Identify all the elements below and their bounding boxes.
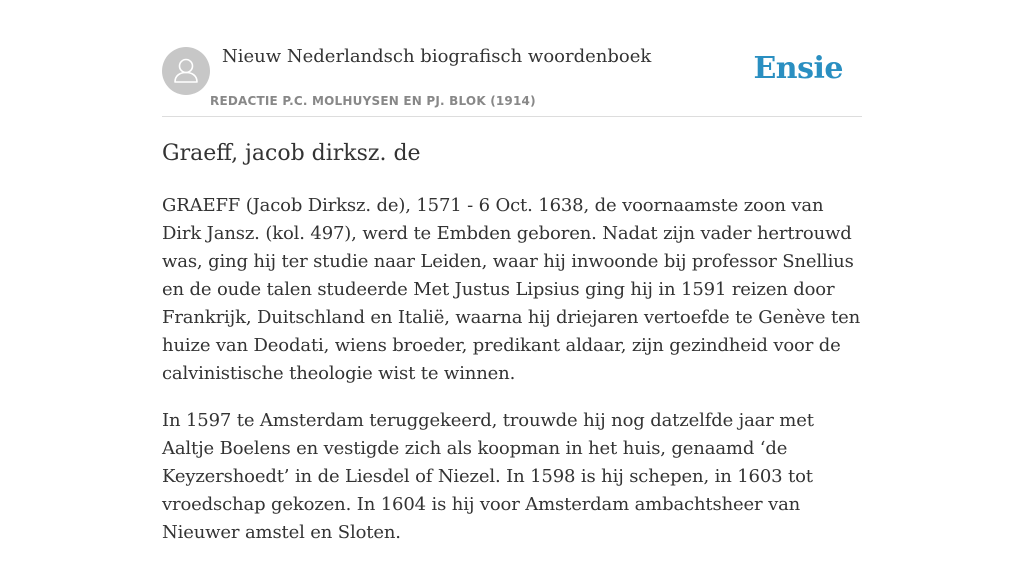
editors-credit: REDACTIE P.C. MOLHUYSEN EN PJ. BLOK (1914) xyxy=(210,94,536,108)
user-icon xyxy=(162,47,210,95)
entry-paragraph: GRAEFF (Jacob Dirksz. de), 1571 - 6 Oct. 1638, de voornaamste zoon van Dirk Jansz. (kol. 497), werd te Embden geboren. Nadat zijn vader hertrouwd was, ging hij ter studie naar Leiden, waar hij inwoonde bij professor Snellius en de oude talen studeerde Met Justus Lipsius ging hij in 1591 reizen door Frankrijk, Duitschland en Italië, waarna hij driejaren vertoefde te Genève ten huize van Deodati, wiens broeder, predikant aldaar, zijn gezindheid voor de calvinistische theologie wist te winnen. xyxy=(162,195,861,384)
entry-paragraph: In 1597 te Amsterdam teruggekeerd, trouwde hij nog datzelfde jaar met Aaltje Boelens en vestigde zich als koopman in het huis, genaamd ‘de Keyzershoedt’ in de Liesdel of Niezel. In 1598 is hij schepen, in 1603 tot vroedschap gekozen. In 1604 is hij voor Amsterdam ambachtsheer van Nieuwer amstel en Sloten. xyxy=(162,410,814,543)
book-title[interactable]: Nieuw Nederlandsch biografisch woordenboek xyxy=(222,46,652,67)
entry-body xyxy=(162,192,862,566)
entry-title: Graeff, jacob dirksz. de xyxy=(162,141,421,166)
book-header xyxy=(162,0,862,117)
avatar[interactable] xyxy=(162,47,210,95)
page-container xyxy=(162,0,862,543)
brand-logo[interactable]: Ensie xyxy=(753,51,843,86)
